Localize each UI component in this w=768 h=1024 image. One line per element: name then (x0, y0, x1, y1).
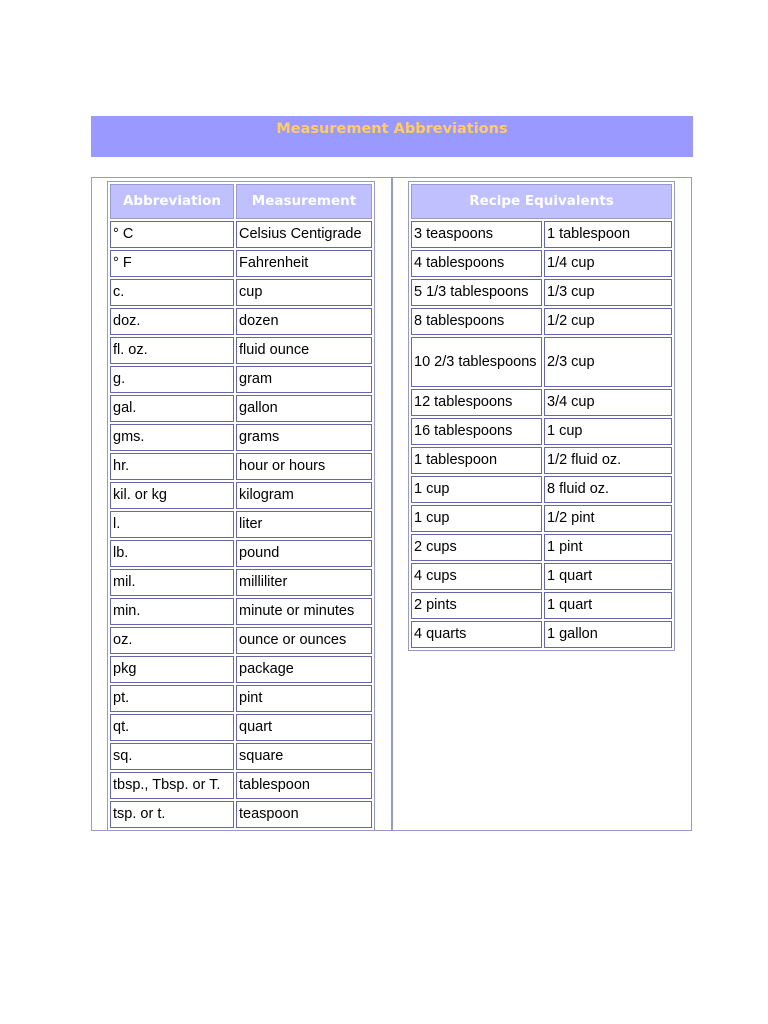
table-row (110, 714, 372, 741)
table-row (110, 482, 372, 509)
row-key-cell: tsp. or t. (110, 801, 234, 828)
recipe-equivalents-table (408, 181, 675, 651)
row-value-cell: grams (236, 424, 372, 451)
row-key-cell: 8 tablespoons (411, 308, 542, 335)
row-value-cell: 1/4 cup (544, 250, 672, 277)
abbreviations-header-row (110, 184, 372, 219)
row-key-cell: 1 tablespoon (411, 447, 542, 474)
row-value-cell: 1/2 cup (544, 308, 672, 335)
row-value-cell: 1/2 pint (544, 505, 672, 532)
row-key-cell: mil. (110, 569, 234, 596)
row-key-cell: 4 cups (411, 563, 542, 590)
row-value-cell: pint (236, 685, 372, 712)
column-divider (391, 178, 393, 830)
row-value-cell: kilogram (236, 482, 372, 509)
row-key-cell: lb. (110, 540, 234, 567)
row-key-cell: 2 cups (411, 534, 542, 561)
row-key-cell: tbsp., Tbsp. or T. (110, 772, 234, 799)
row-value-cell: 3/4 cup (544, 389, 672, 416)
row-value-cell: teaspoon (236, 801, 372, 828)
table-row (110, 656, 372, 683)
table-row (411, 563, 672, 590)
table-row (110, 366, 372, 393)
row-key-cell: 1 cup (411, 476, 542, 503)
row-key-cell: ° C (110, 221, 234, 248)
table-row (110, 743, 372, 770)
row-value-cell: 1 gallon (544, 621, 672, 648)
row-value-cell: milliliter (236, 569, 372, 596)
table-row (110, 569, 372, 596)
row-key-cell: pkg (110, 656, 234, 683)
row-key-cell: 4 tablespoons (411, 250, 542, 277)
table-row (411, 447, 672, 474)
row-value-cell: square (236, 743, 372, 770)
table-row (110, 598, 372, 625)
row-value-cell: tablespoon (236, 772, 372, 799)
table-row (411, 418, 672, 445)
table-row (110, 627, 372, 654)
title-banner (91, 116, 693, 157)
row-key-cell: c. (110, 279, 234, 306)
row-value-cell: package (236, 656, 372, 683)
row-key-cell: fl. oz. (110, 337, 234, 364)
measurement-column-header: Measurement (236, 184, 372, 219)
row-key-cell: min. (110, 598, 234, 625)
row-value-cell: pound (236, 540, 372, 567)
row-value-cell: 2/3 cup (544, 337, 672, 387)
row-value-cell: 1 quart (544, 563, 672, 590)
table-row (411, 476, 672, 503)
table-row (110, 221, 372, 248)
row-key-cell: 16 tablespoons (411, 418, 542, 445)
table-row (411, 250, 672, 277)
row-key-cell: 10 2/3 tablespoons (411, 337, 542, 387)
row-value-cell: 8 fluid oz. (544, 476, 672, 503)
abbreviations-table (107, 181, 375, 831)
table-row (411, 279, 672, 306)
row-key-cell: 2 pints (411, 592, 542, 619)
table-row (411, 337, 672, 387)
table-row (411, 308, 672, 335)
row-key-cell: sq. (110, 743, 234, 770)
row-value-cell: gallon (236, 395, 372, 422)
equivalents-header-row (411, 184, 672, 219)
table-row (411, 592, 672, 619)
row-value-cell: cup (236, 279, 372, 306)
row-value-cell: 1 quart (544, 592, 672, 619)
row-value-cell: dozen (236, 308, 372, 335)
row-value-cell: ounce or ounces (236, 627, 372, 654)
table-row (411, 221, 672, 248)
recipe-equivalents-header: Recipe Equivalents (411, 184, 672, 219)
row-key-cell: oz. (110, 627, 234, 654)
row-value-cell: 1/2 fluid oz. (544, 447, 672, 474)
table-row (110, 540, 372, 567)
row-value-cell: 1 cup (544, 418, 672, 445)
table-row (110, 250, 372, 277)
table-row (411, 389, 672, 416)
table-row (411, 534, 672, 561)
table-row (110, 772, 372, 799)
row-key-cell: ° F (110, 250, 234, 277)
table-row (110, 395, 372, 422)
table-row (110, 279, 372, 306)
row-value-cell: Fahrenheit (236, 250, 372, 277)
row-key-cell: 4 quarts (411, 621, 542, 648)
row-value-cell: minute or minutes (236, 598, 372, 625)
row-key-cell: 5 1/3 tablespoons (411, 279, 542, 306)
row-value-cell: fluid ounce (236, 337, 372, 364)
row-key-cell: gms. (110, 424, 234, 451)
table-row (110, 685, 372, 712)
table-row (110, 453, 372, 480)
row-value-cell: hour or hours (236, 453, 372, 480)
row-key-cell: hr. (110, 453, 234, 480)
row-key-cell: pt. (110, 685, 234, 712)
row-key-cell: 1 cup (411, 505, 542, 532)
row-value-cell: Celsius Centigrade (236, 221, 372, 248)
row-key-cell: qt. (110, 714, 234, 741)
row-key-cell: kil. or kg (110, 482, 234, 509)
row-value-cell: 1/3 cup (544, 279, 672, 306)
table-row (411, 505, 672, 532)
row-value-cell: 1 tablespoon (544, 221, 672, 248)
abbreviation-column-header: Abbreviation (110, 184, 234, 219)
row-key-cell: 12 tablespoons (411, 389, 542, 416)
table-row (110, 308, 372, 335)
row-value-cell: quart (236, 714, 372, 741)
row-key-cell: doz. (110, 308, 234, 335)
row-value-cell: 1 pint (544, 534, 672, 561)
row-key-cell: gal. (110, 395, 234, 422)
row-value-cell: liter (236, 511, 372, 538)
table-row (110, 801, 372, 828)
page-title: Measurement Abbreviations (276, 121, 508, 137)
content-frame (91, 177, 692, 831)
row-key-cell: l. (110, 511, 234, 538)
row-value-cell: gram (236, 366, 372, 393)
table-row (110, 424, 372, 451)
table-row (110, 511, 372, 538)
table-row (411, 621, 672, 648)
table-row (110, 337, 372, 364)
row-key-cell: g. (110, 366, 234, 393)
row-key-cell: 3 teaspoons (411, 221, 542, 248)
